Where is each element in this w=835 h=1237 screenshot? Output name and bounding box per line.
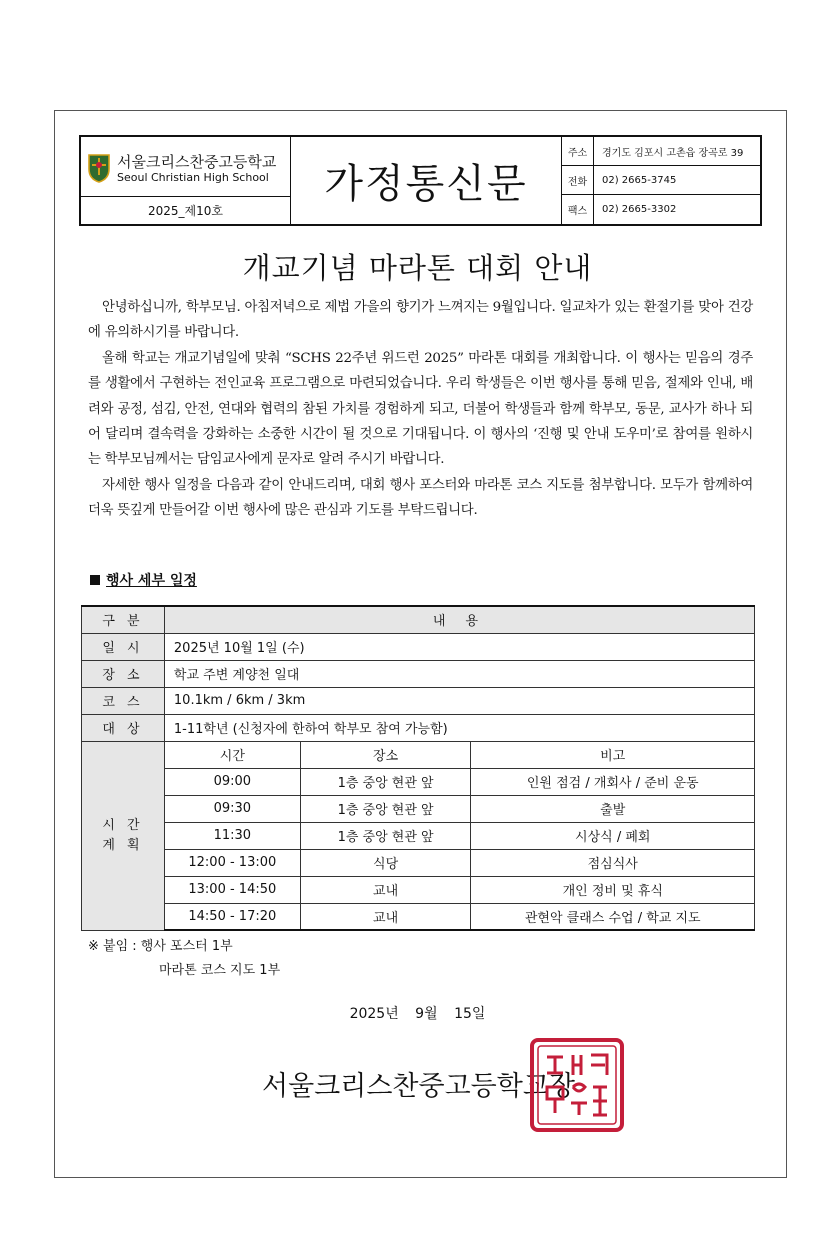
plan-header-time: 시간 (164, 741, 300, 768)
table-header-row (82, 606, 755, 633)
contact-label: 팩스 (562, 195, 594, 224)
plan-note: 인원 점검 / 개회사 / 준비 운동 (471, 768, 755, 795)
row-label: 장 소 (82, 660, 165, 687)
section-heading (90, 570, 197, 590)
issue-number: 2025_제10호 (81, 197, 291, 224)
plan-time: 12:00 - 13:00 (164, 849, 300, 876)
plan-time: 09:30 (164, 795, 300, 822)
contact-value: 02) 2665-3745 (602, 174, 677, 186)
square-bullet-icon (90, 575, 100, 585)
schedule-table (81, 605, 755, 931)
row-label: 코 스 (82, 687, 165, 714)
plan-place: 교내 (300, 876, 471, 903)
plan-label-line: 시 간 (102, 817, 144, 833)
body-text (88, 295, 753, 524)
plan-row (82, 903, 755, 930)
plan-row (82, 768, 755, 795)
school-name-english: Seoul Christian High School (117, 171, 269, 184)
plan-place: 1층 중앙 현관 앞 (300, 768, 471, 795)
plan-header-note: 비고 (471, 741, 755, 768)
section-heading-text: 행사 세부 일정 (106, 573, 197, 589)
plan-row (82, 876, 755, 903)
paragraph-greeting: 안녕하십니까, 학부모님. 아침저녁으로 제법 가을의 향기가 느껴지는 9월입니다. 일교차가 있는 환절기를 맞아 건강에 유의하시기를 바랍니다. (88, 300, 753, 341)
plan-note: 개인 정비 및 휴식 (471, 876, 755, 903)
plan-time: 11:30 (164, 822, 300, 849)
page-title: 개교기념 마라톤 대회 안내 (242, 251, 593, 285)
contact-label: 주소 (562, 137, 594, 165)
plan-place: 1층 중앙 현관 앞 (300, 795, 471, 822)
row-value: 10.1km / 6km / 3km (164, 687, 754, 714)
header-label-cell: 구 분 (82, 606, 165, 633)
plan-row (82, 849, 755, 876)
plan-header-place: 장소 (300, 741, 471, 768)
plan-row (82, 822, 755, 849)
school-name-korean: 서울크리스찬중고등학교 (117, 153, 277, 171)
table-row (82, 687, 755, 714)
plan-label-line: 계 획 (102, 837, 144, 853)
plan-row (82, 795, 755, 822)
contact-value: 02) 2665-3302 (602, 204, 677, 215)
row-value: 1-11학년 (신청자에 한하여 학부모 참여 가능함) (164, 714, 754, 741)
paragraph-event: 올해 학교는 개교기념일에 맞춰 “SCHS 22주년 위드런 2025” 마라톤 대회를 개최합니다. 이 행사는 믿음의 경주를 생활에서 구현하는 전인교육 프로그램으로 마련되었습니다. 우리 학생들은 이번 행사를 통해 믿음, 절제와 인내, 배려와 공정, 섬김, 안전, 연대와 협력의 참된 가치를 경험하게 되고, 더불어 학생들과 함께 학부모, 동문, 교사가 하나 되어 달리며 결속력을 강화하는 소중한 시간이 될 것으로 기대됩니다. 이 행사의 ‘진행 및 안내 도우미’로 참여를 원하시는 학부모님께서는 담임교사에게 문자로 알려 주시기 바랍니다. (88, 350, 753, 468)
plan-label-cell (82, 741, 165, 930)
table-row (82, 633, 755, 660)
attachment-line: ※ 붙임 : 행사 포스터 1부 (88, 939, 233, 954)
row-value: 2025년 10월 1일 (수) (164, 633, 754, 660)
newsletter-header (79, 135, 762, 226)
contact-phone (562, 166, 760, 195)
row-value: 학교 주변 계양천 일대 (164, 660, 754, 687)
newsletter-title: 가정통신문 (291, 137, 562, 224)
attachments (88, 935, 280, 983)
contact-info (562, 137, 760, 224)
signer-name: 서울크리스찬중고등학교장 (262, 1071, 575, 1102)
plan-place: 1층 중앙 현관 앞 (300, 822, 471, 849)
paragraph-closing: 자세한 행사 일정을 다음과 같이 안내드리며, 대회 행사 포스터와 마라톤 코스 지도를 첨부합니다. 모두가 함께하여 더욱 뜻깊게 만들어갈 이번 행사에 많은 관심과 기도를 부탁드립니다. (88, 477, 753, 519)
plan-note: 시상식 / 폐회 (471, 822, 755, 849)
row-label: 대 상 (82, 714, 165, 741)
table-row (82, 660, 755, 687)
school-logo-block (81, 137, 291, 197)
plan-place: 교내 (300, 903, 471, 930)
plan-note: 점심식사 (471, 849, 755, 876)
plan-note: 출발 (471, 795, 755, 822)
table-row (82, 714, 755, 741)
plan-time: 13:00 - 14:50 (164, 876, 300, 903)
contact-label: 전화 (562, 166, 594, 194)
contact-fax (562, 195, 760, 224)
official-seal-icon (529, 1037, 625, 1133)
plan-time: 14:50 - 17:20 (164, 903, 300, 930)
row-label: 일 시 (82, 633, 165, 660)
plan-note: 관현악 클래스 수업 / 학교 지도 (471, 903, 755, 930)
plan-place: 식당 (300, 849, 471, 876)
plan-time: 09:00 (164, 768, 300, 795)
plan-header-row (82, 741, 755, 768)
header-content-cell: 내 용 (164, 606, 754, 633)
attachment-line: 마라톤 코스 지도 1부 (159, 963, 281, 978)
contact-address (562, 137, 760, 166)
issue-date: 2025년 9월 15일 (349, 1006, 486, 1022)
contact-value: 경기도 김포시 고촌읍 장곡로 39 (602, 147, 744, 159)
school-emblem-icon (87, 153, 111, 183)
